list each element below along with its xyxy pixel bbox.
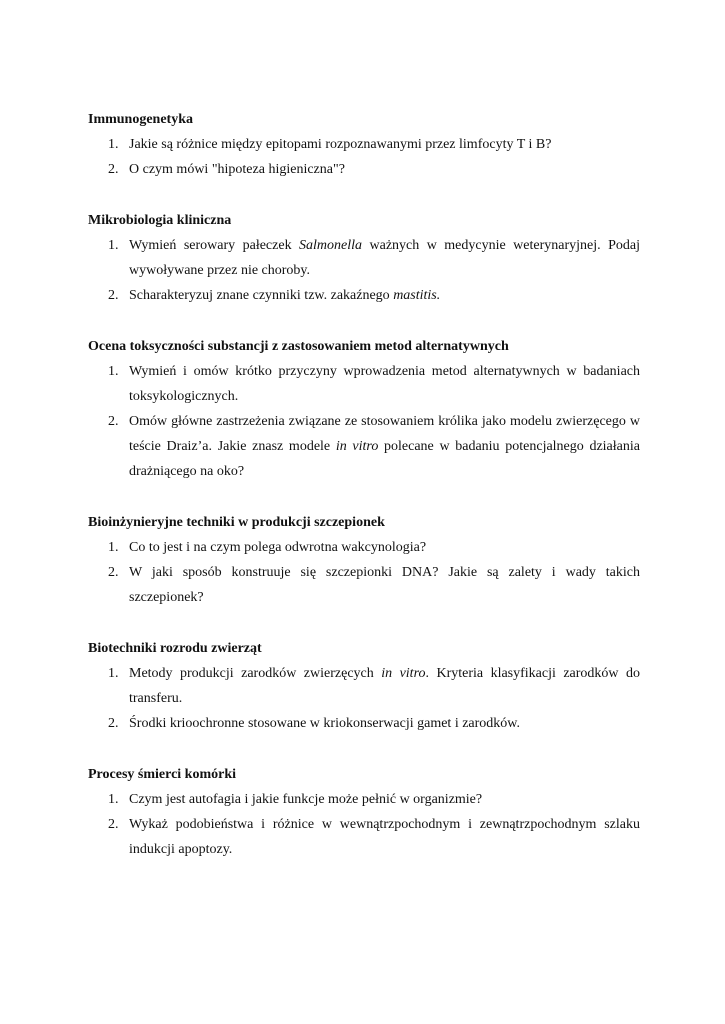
question-text-italic: in vitro bbox=[335, 439, 379, 454]
question-text: Omów główne zastrzeżenia związane ze stosowaniem królika jako modelu zwierzęcego w teście Draiz’a. Jakie znasz modele bbox=[129, 414, 640, 454]
question-text: Co to jest i na czym polega odwrotna wakcynologia? bbox=[129, 540, 427, 555]
question-item bbox=[88, 787, 640, 812]
question-text: Jakie są różnice między epitopami rozpoznawanymi przez limfocyty T i B? bbox=[129, 137, 552, 152]
question-item bbox=[88, 535, 640, 560]
question-item bbox=[88, 661, 640, 711]
question-text: Wykaż podobieństwa i różnice w wewnątrzpochodnym i zewnątrzpochodnym szlaku indukcji apoptozy. bbox=[129, 817, 640, 857]
question-number: 2. bbox=[108, 565, 119, 580]
question-item bbox=[88, 233, 640, 283]
question-text: polecane w badaniu potencjalnego działania drażniącego na oko? bbox=[129, 439, 640, 479]
question-number: 1. bbox=[108, 238, 119, 253]
question-number: 1. bbox=[108, 540, 119, 555]
question-number: 2. bbox=[108, 716, 119, 731]
section-procesy-smierci bbox=[88, 762, 640, 862]
question-item bbox=[88, 560, 640, 610]
question-item bbox=[88, 409, 640, 484]
section-heading: Immunogenetyka bbox=[88, 112, 194, 127]
section-heading: Procesy śmierci komórki bbox=[88, 767, 237, 782]
question-item bbox=[88, 711, 640, 736]
question-text: Scharakteryzuj znane czynniki tzw. zakaźnego bbox=[129, 288, 394, 303]
section-immunogenetyka bbox=[88, 107, 640, 182]
question-text: Metody produkcji zarodków zwierzęcych bbox=[129, 666, 382, 681]
question-number: 1. bbox=[108, 364, 119, 379]
section-heading: Ocena toksyczności substancji z zastosowaniem metod alternatywnych bbox=[88, 339, 509, 354]
question-item bbox=[88, 812, 640, 862]
question-number: 2. bbox=[108, 817, 119, 832]
question-number: 2. bbox=[108, 162, 119, 177]
question-text: W jaki sposób konstruuje się szczepionki DNA? Jakie są zalety i wady takich szczepionek? bbox=[129, 565, 640, 605]
question-list bbox=[88, 233, 640, 308]
question-number: 1. bbox=[108, 792, 119, 807]
question-text: Wymień i omów krótko przyczyny wprowadzenia metod alternatywnych w badaniach toksykologicznych. bbox=[129, 364, 640, 404]
question-number: 1. bbox=[108, 137, 119, 152]
question-text: . Kryteria klasyfikacji zarodków do transferu. bbox=[129, 666, 641, 706]
question-text-italic: mastitis. bbox=[393, 288, 441, 303]
question-number: 1. bbox=[108, 666, 119, 681]
question-item bbox=[88, 359, 640, 409]
question-list bbox=[88, 359, 640, 484]
question-list bbox=[88, 132, 640, 182]
section-bioinzynieryjne bbox=[88, 510, 640, 610]
section-ocena-toksycznosci bbox=[88, 334, 640, 484]
question-list bbox=[88, 661, 640, 736]
section-heading: Biotechniki rozrodu zwierząt bbox=[88, 641, 262, 656]
question-number: 2. bbox=[108, 288, 119, 303]
question-text-italic: Salmonella bbox=[299, 238, 363, 253]
section-biotechniki-rozrodu bbox=[88, 636, 640, 736]
question-item bbox=[88, 132, 640, 157]
question-number: 2. bbox=[108, 414, 119, 429]
section-heading: Mikrobiologia kliniczna bbox=[88, 213, 232, 228]
question-item bbox=[88, 157, 640, 182]
question-item bbox=[88, 283, 640, 308]
question-list bbox=[88, 787, 640, 862]
question-text: ważnych w medycynie weterynaryjnej. Podaj wywoływane przez nie choroby. bbox=[129, 238, 640, 278]
question-text-italic: in vitro bbox=[381, 666, 426, 681]
section-heading: Bioinżynieryjne techniki w produkcji szczepionek bbox=[88, 515, 385, 530]
question-text: Środki krioochronne stosowane w kriokonserwacji gamet i zarodków. bbox=[129, 716, 520, 731]
section-mikrobiologia bbox=[88, 208, 640, 308]
question-text: Wymień serowary pałeczek bbox=[129, 238, 300, 253]
question-text: Czym jest autofagia i jakie funkcje może pełnić w organizmie? bbox=[129, 792, 483, 807]
question-text: O czym mówi "hipoteza higieniczna"? bbox=[129, 162, 345, 177]
question-list bbox=[88, 535, 640, 610]
